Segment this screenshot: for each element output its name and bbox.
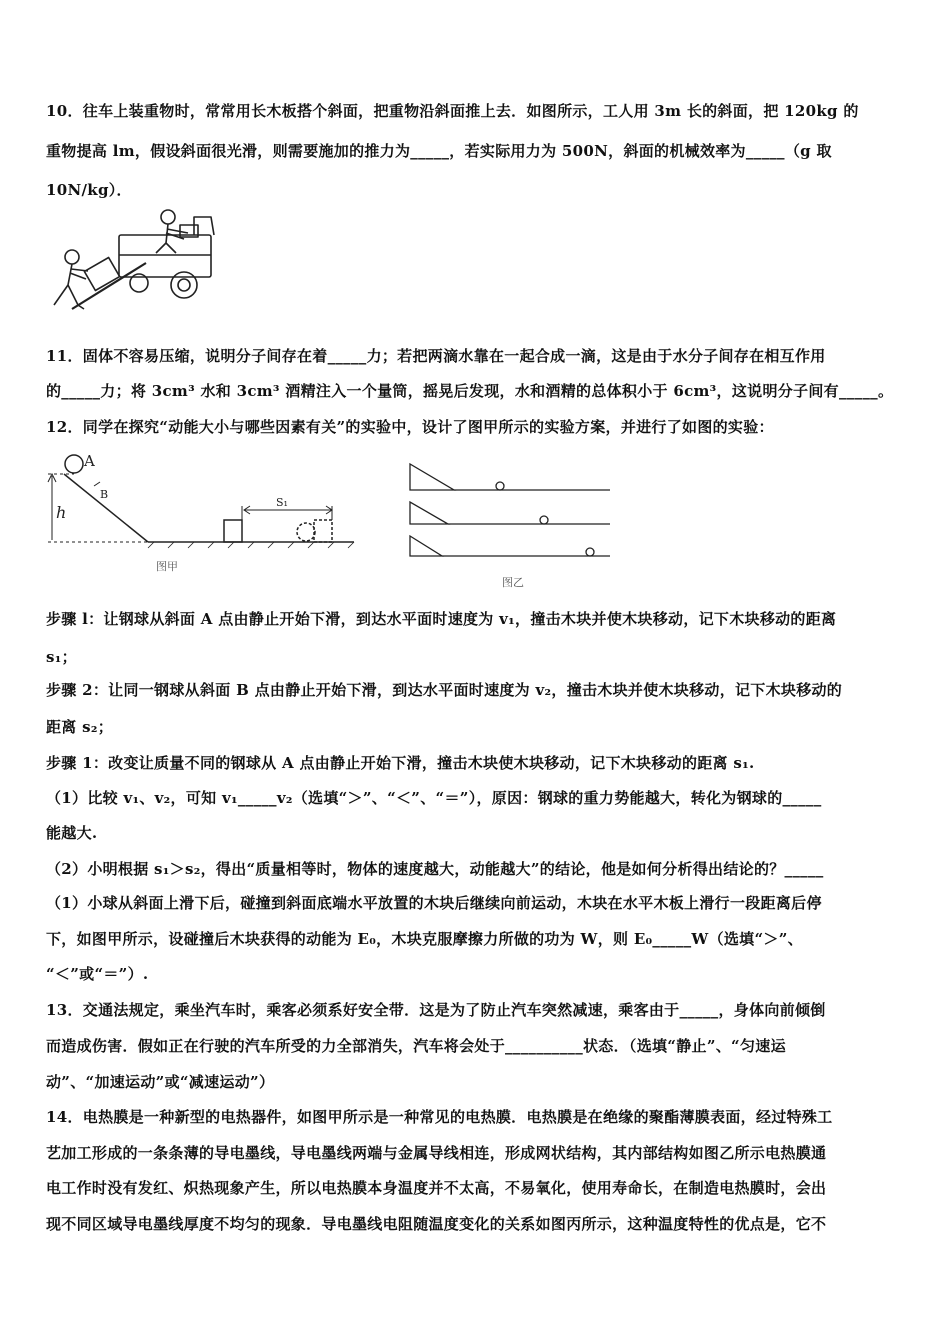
q11-line-2: 的_____力；将 3cm³ 水和 3cm³ 酒精注入一个量筒，摇晃后发现，水和酒精的总体积小于 6cm³，这说明分子间有_____。 [46, 382, 894, 400]
q12-sub2: （2）小明根据 s₁＞s₂，得出“质量相等时，物体的速度越大，动能越大”的结论，他是如何分析得出结论的？_____ [46, 860, 824, 878]
label-h: h [56, 503, 67, 522]
label-s1: S₁ [276, 496, 288, 509]
q12-sub1-line-2: 能越大. [46, 824, 98, 842]
q14-line-2: 艺加工形成的一条条薄的导电墨线，导电墨线两端与金属导线相连，形成网状结构，其内部结构如图乙所示电热膜通 [46, 1144, 827, 1162]
q14-line-3: 电工作时没有发红、炽热现象产生，所以电热膜本身温度并不太高，不易氧化，使用寿命长，在制造电热膜时，会出 [46, 1179, 827, 1197]
q13-line-1: 13．交通法规定，乘坐汽车时，乘客必须系好安全带．这是为了防止汽车突然减速，乘客由于_____，身体向前倾倒 [46, 1001, 826, 1019]
figure-a-ramp-experiment [44, 446, 364, 586]
q12-sub1-line-1: （1）比较 v₁、v₂，可知 v₁_____v₂（选填“＞”、“＜”、“＝”），原因：钢球的重力势能越大，转化为钢球的_____ [46, 789, 822, 807]
q14-line-1: 14．电热膜是一种新型的电热器件，如图甲所示是一种常见的电热膜．电热膜是在绝缘的聚酯薄膜表面，经过特殊工 [46, 1108, 833, 1126]
q12-intro: 12．同学在探究“动能大小与哪些因素有关”的实验中，设计了图甲所示的实验方案，并进行了如图的实验： [46, 418, 774, 436]
q13-line-3: 动”、“加速运动”或“减速运动”） [46, 1073, 275, 1091]
figure-b-three-ramps [404, 458, 616, 592]
q14-line-4: 现不同区域导电墨线厚度不均匀的现象．导电墨线电阻随温度变化的关系如图丙所示，这种温度特性的优点是，它不 [46, 1215, 827, 1233]
q12-step1-line-2: s₁； [46, 648, 77, 666]
q12-step2-line-1: 步骤 2：让同一钢球从斜面 B 点由静止开始下滑，到达水平面时速度为 v₂，撞击木块并使木块移动，记下木块移动的 [46, 681, 843, 699]
q12-sub3-line-1: （1）小球从斜面上滑下后，碰撞到斜面底端水平放置的木块后继续向前运动，木块在水平木板上滑行一段距离后停 [46, 894, 822, 912]
q12-sub3-line-3: “＜”或“＝”）. [46, 965, 149, 983]
q12-step1-line-1: 步骤 l：让钢球从斜面 A 点由静止开始下滑，到达水平面时速度为 v₁，撞击木块并使木块移动，记下木块移动的距离 [46, 610, 837, 628]
label-b: B [100, 488, 109, 501]
figure-b-caption: 图乙 [502, 576, 524, 589]
q13-line-2: 而造成伤害．假如正在行驶的汽车所受的力全部消失，汽车将会处于__________状态．（选填“静止”、“匀速运 [46, 1037, 786, 1055]
truck-loading-figure [44, 205, 219, 320]
figure-a-caption: 图甲 [156, 560, 178, 573]
q10-line-2: 重物提高 lm，假设斜面很光滑，则需要施加的推力为_____，若实际用力为 500N，斜面的机械效率为_____（g 取 [46, 142, 832, 160]
q11-line-1: 11．固体不容易压缩，说明分子间存在着_____力；若把两滴水靠在一起合成一滴，这是由于水分子间存在相互作用 [46, 347, 826, 365]
q12-sub3-line-2: 下，如图甲所示，设碰撞后木块获得的动能为 E₀，木块克服摩擦力所做的功为 W，则 E₀_____W（选填“＞”、 [46, 930, 803, 948]
q12-step2-line-2: 距离 s₂； [46, 718, 114, 736]
q12-step3: 步骤 1：改变让质量不同的钢球从 A 点由静止开始下滑，撞击木块使木块移动，记下木块移动的距离 s₁. [46, 754, 755, 772]
label-a: A [84, 452, 95, 470]
q10-line-3: 10N/kg）． [46, 181, 132, 199]
q10-line-1: 10．往车上装重物时，常常用长木板搭个斜面，把重物沿斜面推上去．如图所示，工人用 3m 长的斜面，把 120kg 的 [46, 102, 859, 120]
